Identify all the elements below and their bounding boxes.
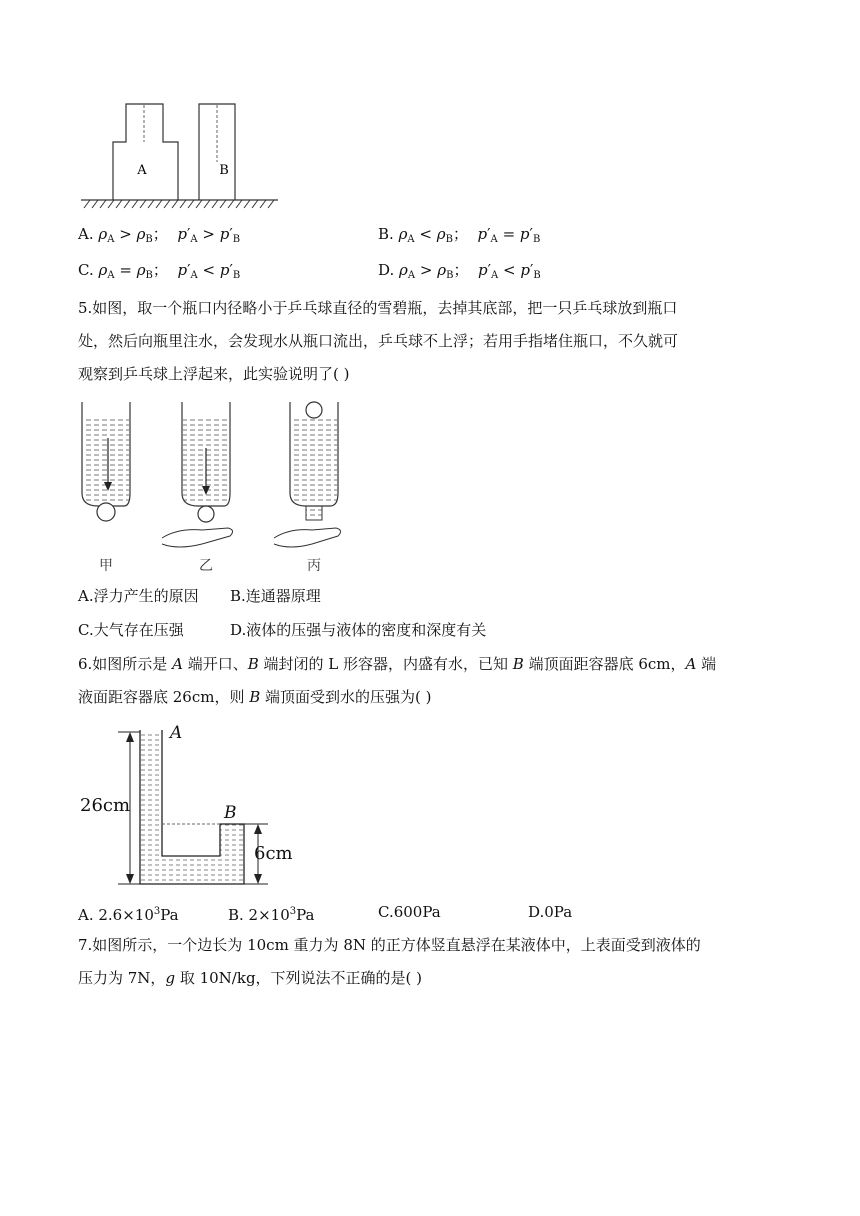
q5-question-stem — [78, 292, 788, 391]
q7-stem-line-1: 7.如图所示，一个边长为 10cm 重力为 8N 的正方体竖直悬浮在某液体中，上表面受到液体的 — [78, 936, 701, 954]
q6-stem-line-2: 液面距容器底 26cm，则 B 端顶面受到水的压强为( ) — [78, 688, 432, 706]
figure-label-bing: 丙 — [307, 558, 321, 574]
bottle-bing — [274, 402, 341, 547]
q4-option-d: D. $\rho_A > \rho_B$； $p'_A < p'_B$ — [378, 261, 541, 281]
q4-option-c: C. $\rho_A = \rho_B$； $p'_A < p'_B$ — [78, 261, 241, 281]
q6-stem-line-1: 6.如图所示是 A 端开口、B 端封闭的 L 形容器，内盛有水，已知 B 端顶面距容器底 6cm，A 端 — [78, 655, 717, 673]
q5-bottle-figure — [78, 398, 358, 576]
q5-stem-line: 5.如图，取一个瓶口内径略小于乒乓球直径的雪碧瓶，去掉其底部，把一只乒乓球放到瓶口 — [78, 299, 678, 317]
q6-option-c: C.600Pa — [378, 903, 441, 921]
ground-hatching — [84, 200, 274, 208]
q7-stem-line-2: 压力为 7N，g 取 10N/kg，下列说法不正确的是( ) — [78, 969, 423, 987]
figure-label-a: A — [170, 723, 183, 743]
q4-option-a: A. $\rho_A > \rho_B$； $p'_A > p'_B$ — [78, 225, 241, 245]
figure-label-yi: 乙 — [199, 558, 213, 574]
q5-option-a: A.浮力产生的原因 — [78, 587, 199, 605]
figure-label-jia: 甲 — [99, 558, 113, 574]
q4-option-b: B. $\rho_A < \rho_B$； $p'_A = p'_B$ — [378, 225, 541, 245]
q6-option-d: D.0Pa — [528, 903, 573, 921]
height-label-26cm: 26cm — [80, 795, 131, 816]
q5-stem-line: 处，然后向瓶里注水，会发现水从瓶口流出，乒乓球不上浮；若用手指堵住瓶口，不久就可 — [78, 332, 679, 350]
bottle-jia — [82, 402, 130, 521]
figure-label-b: B — [224, 803, 237, 823]
q4-container-figure — [78, 100, 283, 212]
q5-option-d: D.液体的压强与液体的密度和深度有关 — [230, 621, 487, 639]
container-a-outline — [113, 104, 178, 200]
q6-option-a: A. $2.6\times 10^3Pa$ — [78, 906, 179, 924]
q5-option-c: C.大气存在压强 — [78, 621, 184, 639]
label-b: B — [219, 163, 229, 178]
label-a: A — [137, 163, 147, 178]
q6-l-container-figure — [78, 718, 298, 890]
height-label-6cm: 6cm — [254, 843, 293, 864]
q5-option-b: B.连通器原理 — [230, 587, 321, 605]
q5-stem-line: 观察到乒乓球上浮起来，此实验说明了( ) — [78, 365, 350, 383]
bottle-yi — [162, 402, 233, 547]
q6-option-b: B. $2\times 10^3Pa$ — [228, 906, 315, 924]
